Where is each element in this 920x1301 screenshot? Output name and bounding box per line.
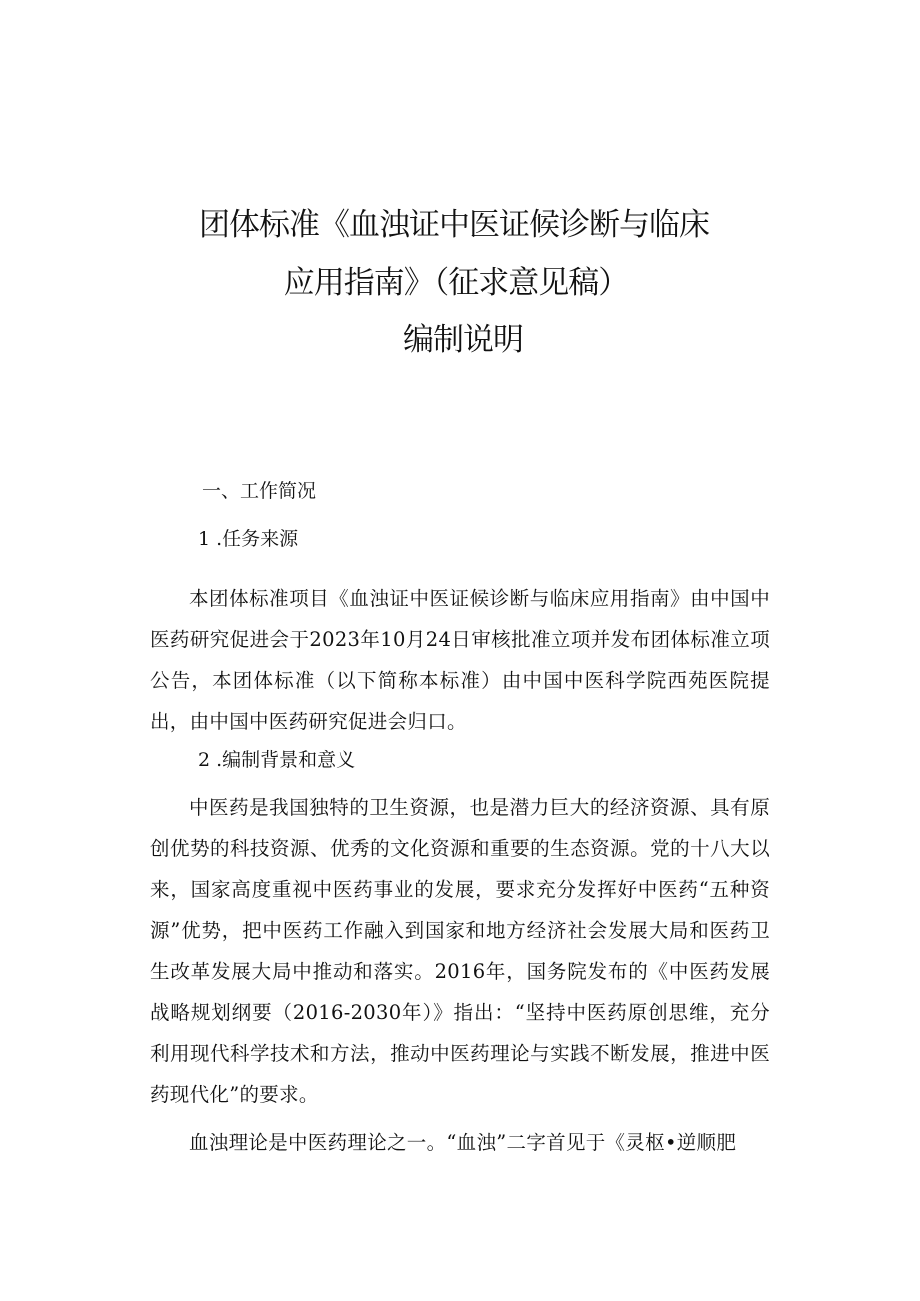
- subsection-heading-background: 2 .编制背景和意义: [198, 749, 356, 771]
- document-title-line-3: 编制说明: [403, 322, 523, 358]
- paragraph-blood-turbidity-theory: 血浊理论是中医药理论之一。“血浊”二字首见于《灵枢•逆顺肥: [189, 1131, 737, 1154]
- document-title-line-1: 团体标准《血浊证中医证候诊断与临床: [199, 207, 709, 243]
- document-title-line-2: 应用指南》（征求意见稿）: [283, 265, 629, 301]
- section-heading-work-overview: 一、工作简况: [202, 480, 317, 502]
- paragraph-background: 中医药是我国独特的卫生资源，也是潜力巨大的经济资源、具有原创优势的科技资源、优秀的文化资源和重要的生态资源。党的十八大以来，国家高度重视中医药事业的发展，要求充分发挥好中医药“五种资源”优势，把中医药工作融入到国家和地方经济社会发展大局和医药卫生改革发展大局中推动和落实。2016年，国务院发布的《中医药发展战略规划纲要（2016-2030年）》指出：“坚持中医药原创思维，充分利用现代科学技术和方法，推动中医药理论与实践不断发展，推进中医药现代化”的要求。: [150, 796, 770, 1106]
- subsection-heading-task-source: 1 .任务来源: [198, 528, 299, 550]
- paragraph-task-source: 本团体标准项目《血浊证中医证候诊断与临床应用指南》由中国中医药研究促进会于2023年10月24日审核批准立项并发布团体标准立项公告，本团体标准（以下简称本标准）由中国中医科学院西苑医院提出，由中国中医药研究促进会归口。: [150, 587, 770, 733]
